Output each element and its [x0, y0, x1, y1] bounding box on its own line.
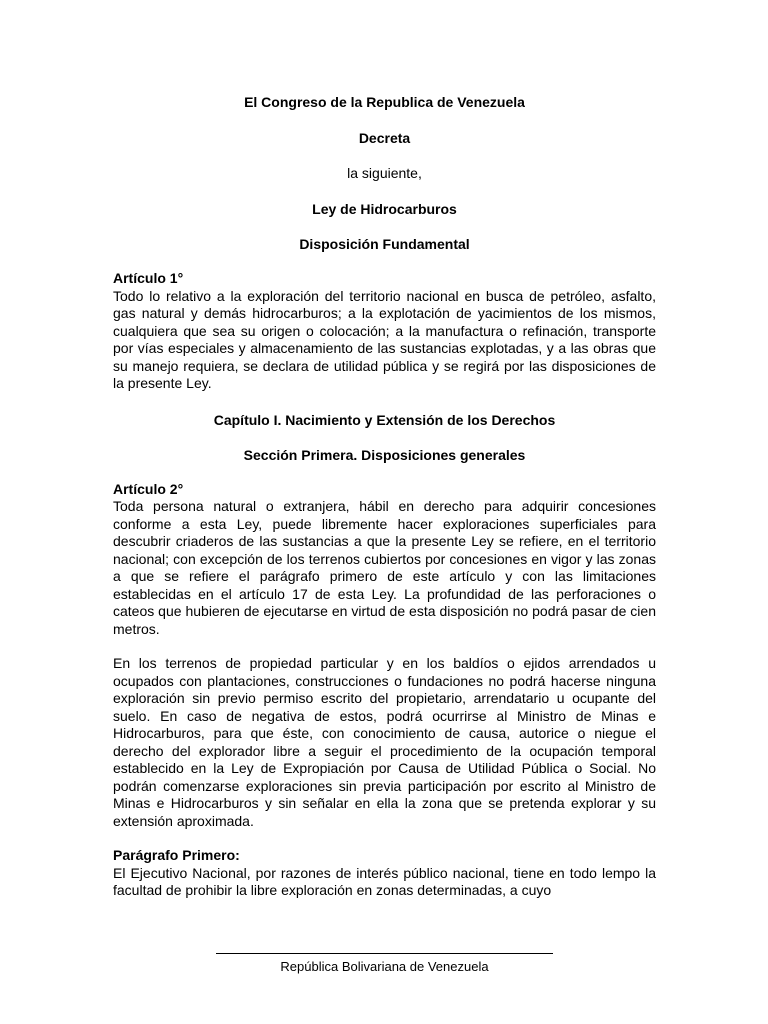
capitulo-heading: Capítulo I. Nacimiento y Extensión de los Derechos — [213, 411, 556, 428]
footer-divider — [216, 953, 553, 954]
articulo-2-title: Artículo 2° — [113, 480, 184, 497]
articulo-2-paragraph-2: En los terrenos de propiedad particular y en los baldíos o ejidos arrendados u ocupados con plantaciones, construcciones o fundaciones no podrá hacerse ninguna exploración sin previo permiso escrito del propietario, arrendatario u ocupante del suelo. En caso de negativa de estos, podrá ocurrirse al Ministro de Minas e Hidrocarburos, para que éste, con conocimiento de causa, autorice o niegue el derecho del explorador libre a seguir el procedimiento de la ocupación temporal establecido en la Ley de Expropiación por Causa de Utilidad Pública o Social. No podrán comenzarse exploraciones sin previa participación por escrito al Ministro de Minas e Hidrocarburos y sin señalar en ella la zona que se pretenda explorar y su extensión aproximada. — [113, 655, 656, 829]
seccion-heading: Sección Primera. Disposiciones generales — [243, 446, 526, 463]
document-body — [113, 93, 656, 900]
congress-heading: El Congreso de la Republica de Venezuela — [244, 94, 525, 110]
articulo-2-paragraph-1: Toda persona natural o extranjera, hábil en derecho para adquirir concesiones conforme a esta Ley, puede libremente hacer exploraciones superficiales para descubrir criaderos de las sustancias a que la presente Ley se refiere, en el territorio nacional; con excepción de los terrenos cubiertos por concesiones en vigor y las zonas a que se refiere el parágrafo primero de este artículo y con las limitaciones establecidas en el artículo 17 de esta Ley. La profundidad de las perforaciones o cateos que hubieren de ejecutarse en virtud de esta disposición no podrá pasar de cien metros. — [113, 498, 656, 637]
decreta-heading: Decreta — [358, 130, 411, 146]
disposicion-heading: Disposición Fundamental — [299, 236, 470, 252]
siguiente-text: la siguiente, — [347, 165, 422, 181]
law-title: Ley de Hidrocarburos — [312, 201, 457, 217]
paragrafo-primero-title: Parágrafo Primero: — [113, 847, 240, 863]
footer-text: República Bolivariana de Venezuela — [280, 959, 489, 974]
articulo-1-title: Artículo 1° — [113, 270, 184, 286]
paragrafo-primero-text: El Ejecutivo Nacional, por razones de interés público nacional, tiene en todo lempo la facultad de prohibir la libre exploración en zonas determinadas, a cuyo — [113, 864, 656, 898]
articulo-1-text: Todo lo relativo a la exploración del territorio nacional en busca de petróleo, asfalto, gas natural y demás hidrocarburos; a la explotación de yacimientos de los mismos, cualquiera que sea su origen o colocación; a la manufactura o refinación, transporte por vías especiales y almacenamiento de las sustancias explotadas, y a las obras que su manejo requiera, se declara de utilidad pública y se regirá por las disposiciones de la presente Ley. — [113, 287, 656, 391]
